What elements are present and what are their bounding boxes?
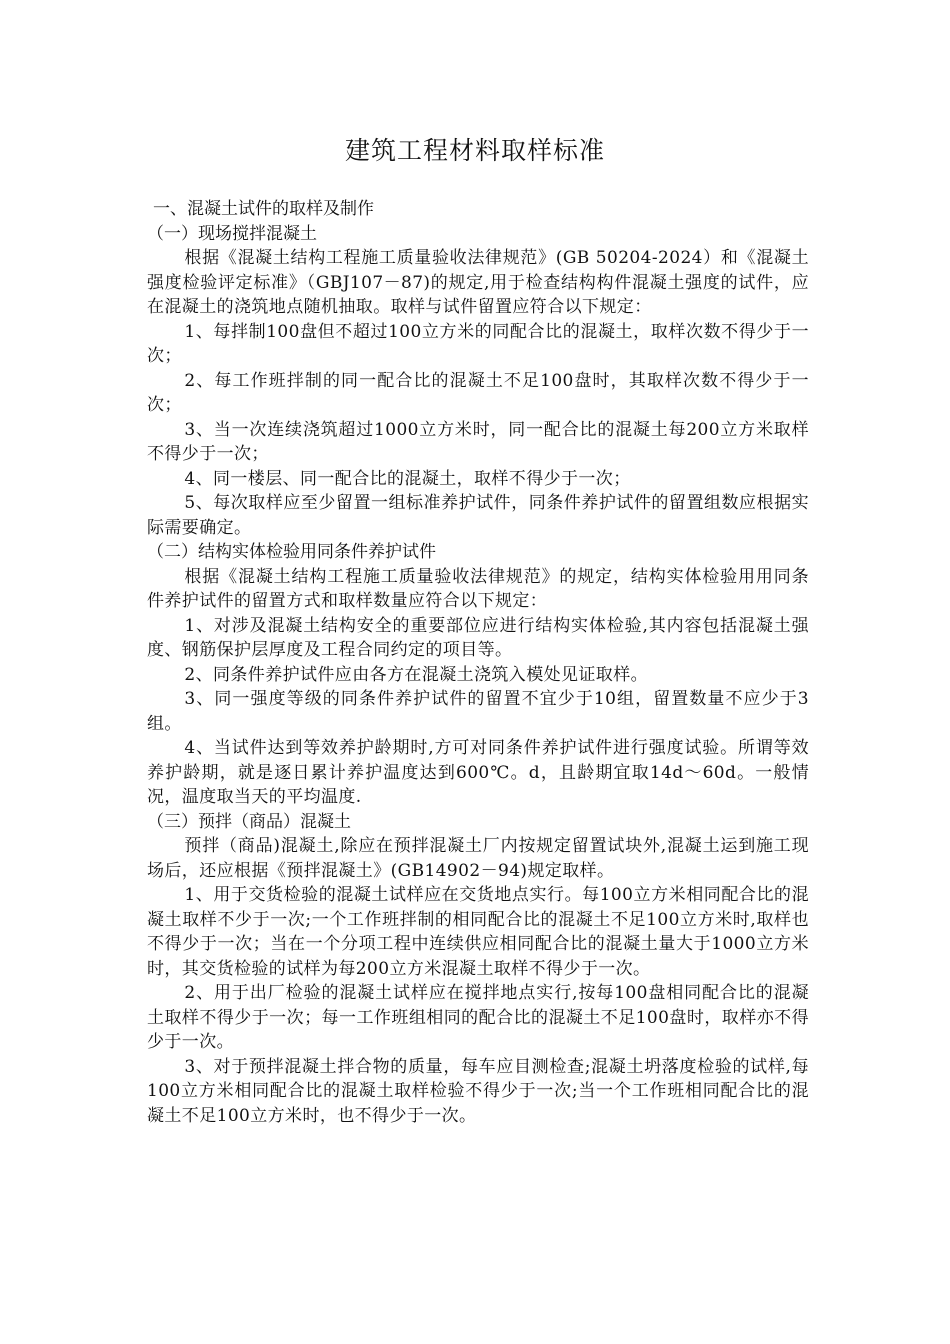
- list-item: 4、同一楼层、同一配合比的混凝土，取样不得少于一次；: [184, 468, 631, 489]
- subsection-heading: （二）结构实体检验用同条件养护试件: [147, 542, 436, 562]
- paragraph: 根据《混凝土结构工程施工质量验收法律规范》(GB 50204-2024）和《混凝土强度检验评定标准》（GBJ107－87)的规定,用于检查结构构件混凝土强度的试件，应在混凝土的浇筑地点随机抽取。取样与试件留置应符合以下规定：: [147, 248, 809, 317]
- list-item: 1、每拌制100盘但不超过100立方米的同配合比的混凝土，取样次数不得少于一次；: [147, 321, 809, 366]
- list-item: 2、用于出厂检验的混凝土试样应在搅拌地点实行,按每100盘相同配合比的混凝土取样不得少于一次；每一工作班组相同的配合比的混凝土不足100盘时，取样亦不得少于一次。: [147, 983, 809, 1052]
- list-item: 1、用于交货检验的混凝土试样应在交货地点实行。每100立方米相同配合比的混凝土取样不少于一次;一个工作班拌制的相同配合比的混凝土不足100立方米时,取样也不得少于一次；当在一个分项工程中连续供应相同配合比的混凝土量大于1000立方米时，其交货检验的试样为每200立方米混凝土取样不得少于一次。: [147, 885, 809, 979]
- list-item: 4、当试件达到等效养护龄期时,方可对同条件养护试件进行强度试验。所谓等效养护龄期，就是逐日累计养护温度达到600℃。d，且龄期宜取14d～60d。一般情况，温度取当天的平均温度.: [147, 738, 809, 807]
- paragraph: 根据《混凝土结构工程施工质量验收法律规范》的规定，结构实体检验用用同条件养护试件的留置方式和取样数量应符合以下规定：: [147, 566, 809, 611]
- list-item: 1、对涉及混凝土结构安全的重要部位应进行结构实体检验,其内容包括混凝土强度、钢筋保护层厚度及工程合同约定的项目等。: [147, 615, 809, 660]
- list-item: 2、同条件养护试件应由各方在混凝土浇筑入模处见证取样。: [184, 664, 649, 685]
- section-heading: 一、混凝土试件的取样及制作: [153, 199, 374, 219]
- list-item: 3、同一强度等级的同条件养护试件的留置不宜少于10组，留置数量不应少于3组。: [147, 689, 809, 734]
- list-item: 5、每次取样应至少留置一组标准养护试件，同条件养护试件的留置组数应根据实际需要确定。: [147, 493, 809, 538]
- paragraph: 预拌（商品)混凝土,除应在预拌混凝土厂内按规定留置试块外,混凝土运到施工现场后，还应根据《预拌混凝土》(GB14902－94)规定取样。: [147, 836, 809, 881]
- document-title: 建筑工程材料取样标准: [344, 136, 605, 165]
- document-body: [147, 197, 809, 1128]
- list-item: 2、每工作班拌制的同一配合比的混凝土不足100盘时，其取样次数不得少于一次；: [147, 370, 809, 415]
- subsection-heading: （三）预拌（商品）混凝土: [147, 811, 351, 832]
- list-item: 3、对于预拌混凝土拌合物的质量，每车应目测检查;混凝土坍落度检验的试样,每100立方米相同配合比的混凝土取样检验不得少于一次;当一个工作班相同配合比的混凝土不足100立方米时，也不得少于一次。: [147, 1056, 809, 1126]
- subsection-heading: （一）现场搅拌混凝土: [147, 223, 317, 244]
- list-item: 3、当一次连续浇筑超过1000立方米时，同一配合比的混凝土每200立方米取样不得少于一次；: [147, 419, 809, 464]
